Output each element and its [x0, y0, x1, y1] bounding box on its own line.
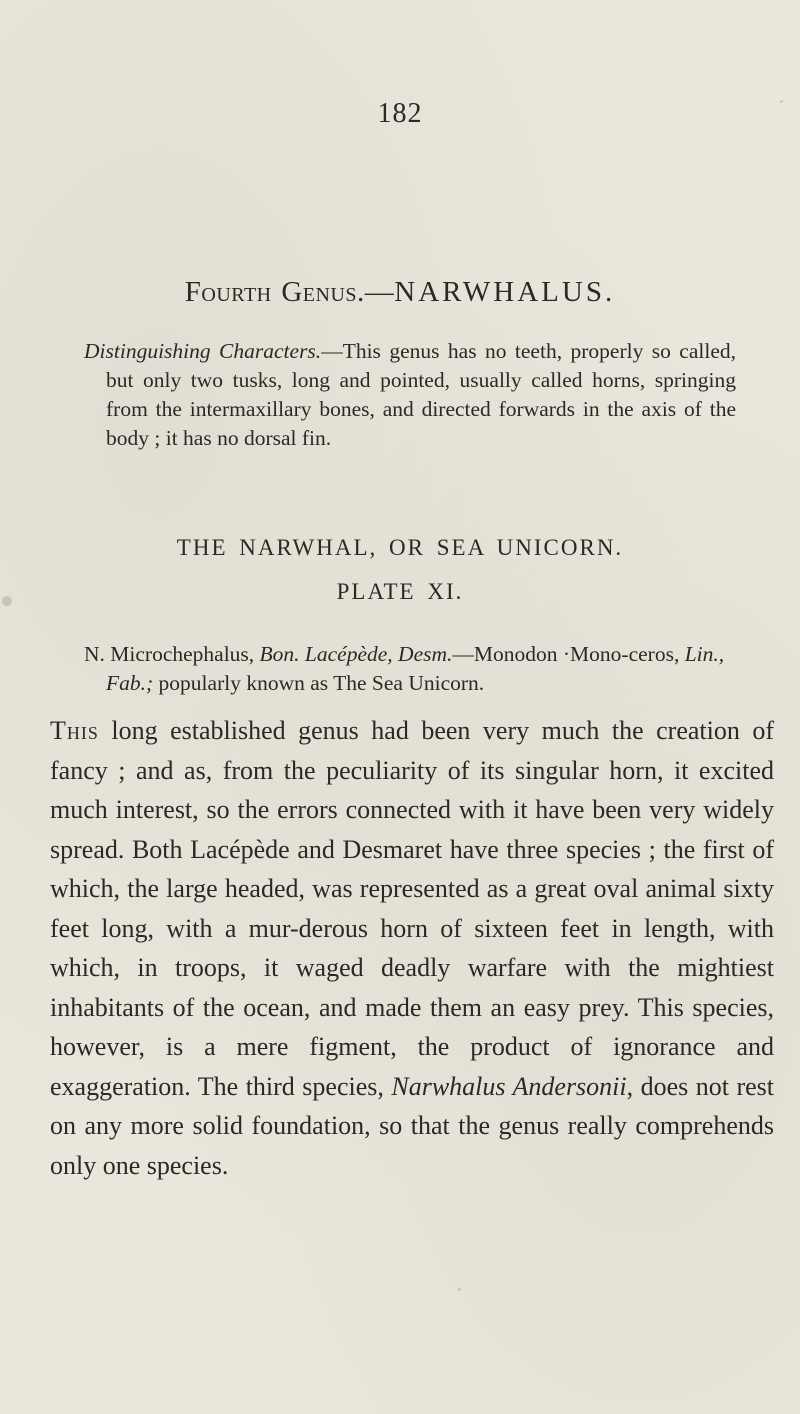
synonymy-authors: Lin., Fab.; [106, 642, 725, 695]
body-text: , does not rest on any more solid foundation, so that the genus really comprehends only one species. [50, 1071, 775, 1180]
characters-label: Distinguishing Characters. [84, 339, 322, 363]
synonymy-part: popularly known as The Sea Unicorn. [153, 671, 485, 695]
body-paragraph [50, 711, 774, 1185]
distinguishing-characters [84, 337, 736, 453]
species-title: THE NARWHAL, OR SEA UNICORN. [176, 535, 624, 560]
genus-heading-name: NARWHALUS. [394, 276, 616, 308]
characters-text: —This genus has no teeth, properly so called, but only two tusks, long and pointed, usually called horns, springing from the intermaxillary bones, and directed forwards in the axis of the body ; it has no dorsal fin. [106, 339, 736, 450]
body-text: long established genus had been very much the creation of fancy ; and as, from the peculiarity of its singular horn, it excited much interest, so the errors connected with it have been very widely spread. Both Lacépède and Desmaret have three species ; the first of which, the large headed, was represented as a great oval animal sixty feet long, with a mur-derous horn of sixteen feet in length, with which, in troops, it waged deadly warfare with the mightiest inhabitants of the ocean, and made them an easy prey. This species, however, is a mere figment, the product of ignorance and exaggeration. The third species, [50, 716, 774, 1101]
genus-heading-dash: — [364, 276, 395, 308]
page-number: 182 [377, 98, 423, 129]
synonymy-part: N. Microchephalus, [84, 642, 260, 666]
plate-label: PLATE XI. [336, 579, 464, 604]
genus-heading [0, 276, 800, 309]
synonymy [84, 640, 736, 698]
synonymy-authors: Bon. Lacépède, Desm. [259, 642, 453, 666]
genus-heading-prefix: Fourth Genus. [184, 276, 365, 308]
body-dropcap: This [50, 716, 99, 745]
ink-stain [458, 1288, 461, 1291]
body-species-name: Narwhalus Andersonii [391, 1071, 627, 1101]
synonymy-part: —Monodon ·Mono-ceros, [452, 642, 685, 666]
